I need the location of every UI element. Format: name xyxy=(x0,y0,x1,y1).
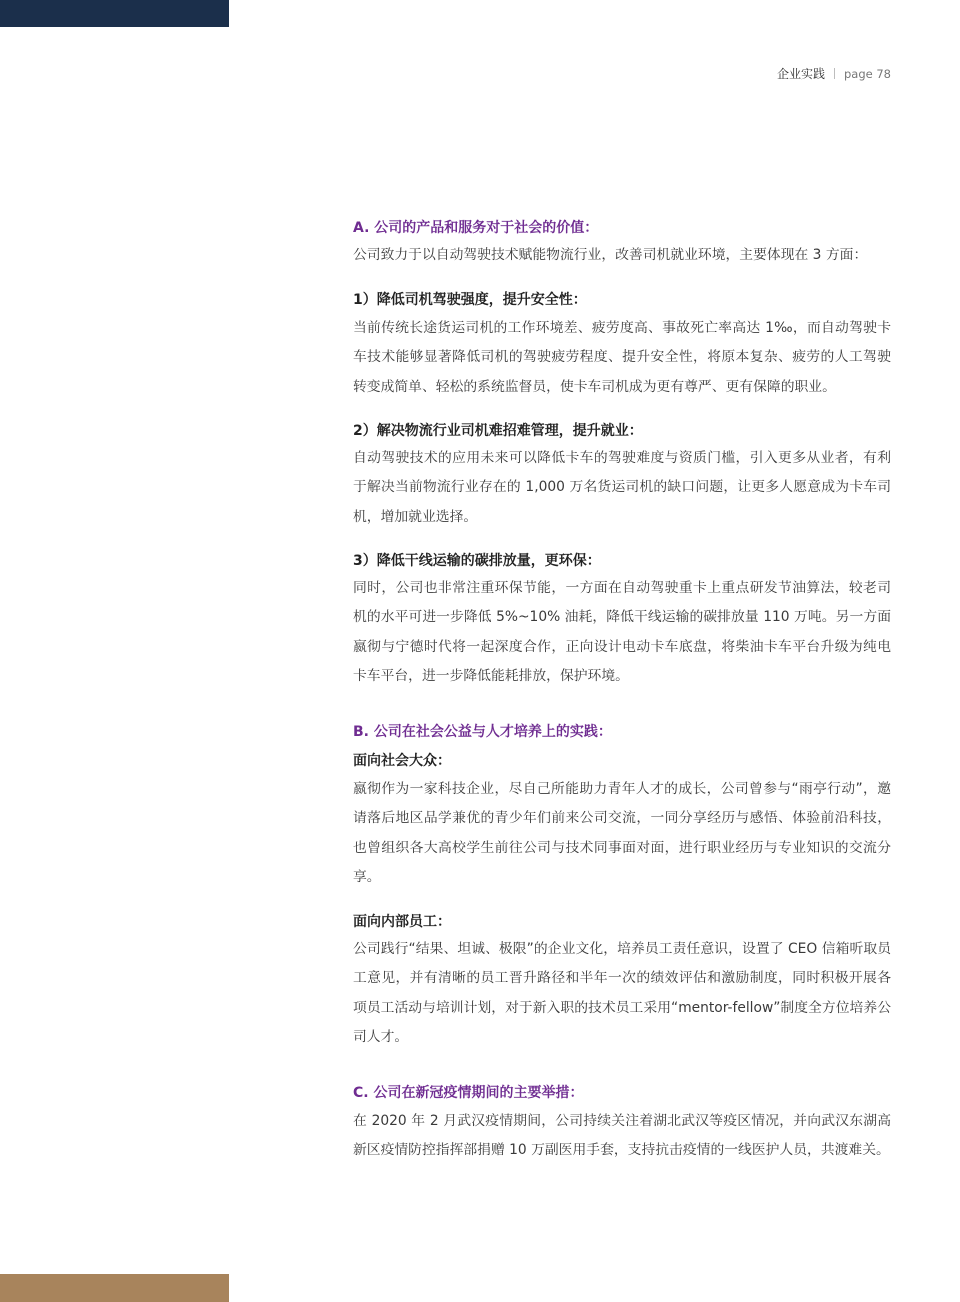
section-b-title: B. 公司在社会公益与人才培养上的实践： xyxy=(353,724,612,740)
section-c-title: C. 公司在新冠疫情期间的主要举措： xyxy=(353,1085,584,1101)
section-b-staff-text: 公司践行“结果、坦诚、极限”的企业文化，培养员工责任意识，设置了 CEO 信箱听取员工意见，并有清晰的员工晋升路径和半年一次的绩效评估和激励制度，同时积极开展各项员工活动与培训计划，对于新入职的技术员工采用“mentor-fellow”制度全方位培养公司人才。 xyxy=(353,941,891,1045)
bottom-decoration-bar xyxy=(0,1274,229,1302)
section-a-point1-title: 1）降低司机驾驶强度，提升安全性： xyxy=(353,292,587,308)
section-a-point3-text: 同时，公司也非常注重环保节能，一方面在自动驾驶重卡上重点研发节油算法，较老司机的水平可进一步降低 5%~10% 油耗，降低干线运输的碳排放量 110 万吨。另一方面嬴彻与宁德时代将一起深度合作，正向设计电动卡车底盘，将柴油卡车平台升级为纯电卡车平台，进一步降低能耗排放，保护环境。 xyxy=(353,580,891,684)
header-divider xyxy=(834,68,835,79)
section-c-text: 在 2020 年 2 月武汉疫情期间，公司持续关注着湖北武汉等疫区情况，并向武汉东湖高新区疫情防控指挥部捐赠 10 万副医用手套，支持抗击疫情的一线医护人员，共渡难关。 xyxy=(353,1113,891,1159)
section-a-point2-text: 自动驾驶技术的应用未来可以降低卡车的驾驶难度与资质门槛，引入更多从业者，有利于解决当前物流行业存在的 1,000 万名货运司机的缺口问题，让更多人愿意成为卡车司机，增加就业选择。 xyxy=(353,450,891,525)
header-section-title: 企业实践 xyxy=(776,67,825,81)
section-b-public-title: 面向社会大众： xyxy=(353,753,451,769)
section-a-point2-title: 2）解决物流行业司机难招难管理，提升就业： xyxy=(353,423,643,439)
section-a-intro: 公司致力于以自动驾驶技术赋能物流行业，改善司机就业环境，主要体现在 3 方面： xyxy=(353,247,868,263)
top-decoration-bar xyxy=(0,0,229,27)
section-b-staff-title: 面向内部员工： xyxy=(353,914,451,930)
section-a-point1-text: 当前传统长途货运司机的工作环境差、疲劳度高、事故死亡率高达 1‰，而自动驾驶卡车技术能够显著降低司机的驾驶疲劳程度、提升安全性，将原本复杂、疲劳的人工驾驶转变成简单、轻松的系统监督员，使卡车司机成为更有尊严、更有保障的职业。 xyxy=(353,320,891,395)
page-header xyxy=(777,66,891,82)
page-number: page 78 xyxy=(843,67,891,81)
section-b-public-text: 嬴彻作为一家科技企业，尽自己所能助力青年人才的成长，公司曾参与“雨亭行动”，邀请落后地区品学兼优的青少年们前来公司交流，一同分享经历与感悟、体验前沿科技，也曾组织各大高校学生前往公司与技术同事面对面，进行职业经历与专业知识的交流分享。 xyxy=(353,781,891,885)
section-a-title: A. 公司的产品和服务对于社会的价值： xyxy=(353,220,599,236)
section-a-point3-title: 3）降低干线运输的碳排放量，更环保： xyxy=(353,553,601,569)
